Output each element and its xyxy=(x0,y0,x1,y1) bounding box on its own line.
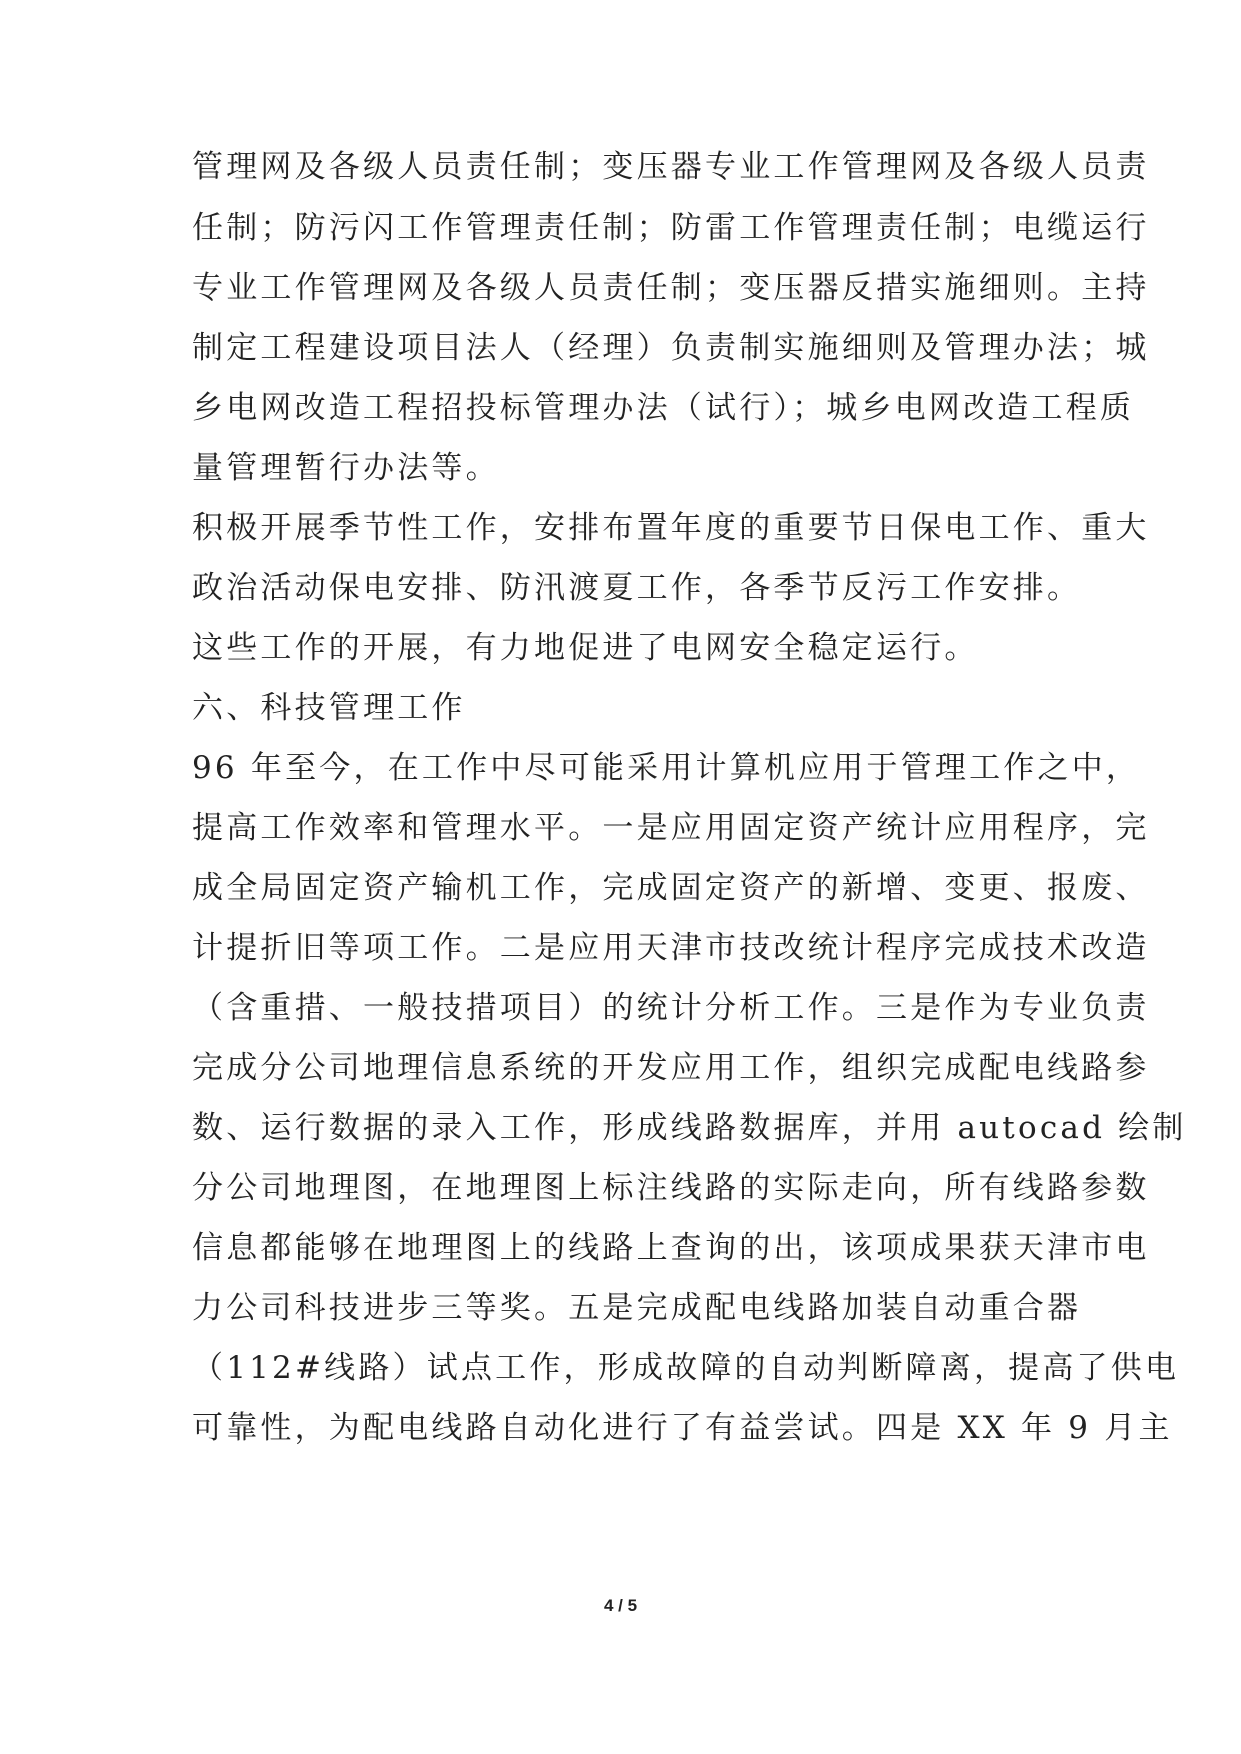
text-line: 完成分公司地理信息系统的开发应用工作，组织完成配电线路参 xyxy=(192,1050,1150,1086)
text-line: 数、运行数据的录入工作，形成线路数据库，并用 autocad 绘制 xyxy=(192,1110,1187,1146)
text-line: 乡电网改造工程招投标管理办法（试行）；城乡电网改造工程质 xyxy=(192,390,1135,426)
text-line: （112#线路）试点工作，形成故障的自动判断障离，提高了供电 xyxy=(192,1350,1180,1386)
text-line: 信息都能够在地理图上的线路上查询的出，该项成果获天津市电 xyxy=(192,1230,1150,1266)
section-heading: 六、科技管理工作 xyxy=(192,690,466,726)
text-line: 提高工作效率和管理水平。一是应用固定资产统计应用程序，完 xyxy=(192,810,1150,846)
text-line: 力公司科技进步三等奖。五是完成配电线路加装自动重合器 xyxy=(192,1290,1082,1326)
text-line: 分公司地理图，在地理图上标注线路的实际走向，所有线路参数 xyxy=(192,1170,1150,1206)
text-line: 专业工作管理网及各级人员责任制；变压器反措实施细则。主持 xyxy=(192,270,1150,306)
text-line: （含重措、一般技措项目）的统计分析工作。三是作为专业负责 xyxy=(192,990,1150,1026)
text-line: 积极开展季节性工作，安排布置年度的重要节日保电工作、重大 xyxy=(192,510,1150,546)
text-line: 管理网及各级人员责任制；变压器专业工作管理网及各级人员责 xyxy=(192,149,1150,185)
text-line: 量管理暂行办法等。 xyxy=(192,450,500,486)
text-line: 可靠性，为配电线路自动化进行了有益尝试。四是 XX 年 9 月主 xyxy=(192,1410,1173,1446)
text-line: 这些工作的开展，有力地促进了电网安全稳定运行。 xyxy=(192,630,979,666)
text-line: 计提折旧等项工作。二是应用天津市技改统计程序完成技术改造 xyxy=(192,930,1150,966)
page-number: 4 / 5 xyxy=(603,1596,638,1615)
text-line: 96 年至今，在工作中尽可能采用计算机应用于管理工作之中， xyxy=(192,750,1141,786)
text-line: 任制；防污闪工作管理责任制；防雷工作管理责任制；电缆运行 xyxy=(192,210,1150,246)
text-line: 政治活动保电安排、防汛渡夏工作，各季节反污工作安排。 xyxy=(192,570,1082,606)
text-line: 成全局固定资产输机工作，完成固定资产的新增、变更、报废、 xyxy=(192,870,1150,906)
text-line: 制定工程建设项目法人（经理）负责制实施细则及管理办法；城 xyxy=(192,330,1150,366)
